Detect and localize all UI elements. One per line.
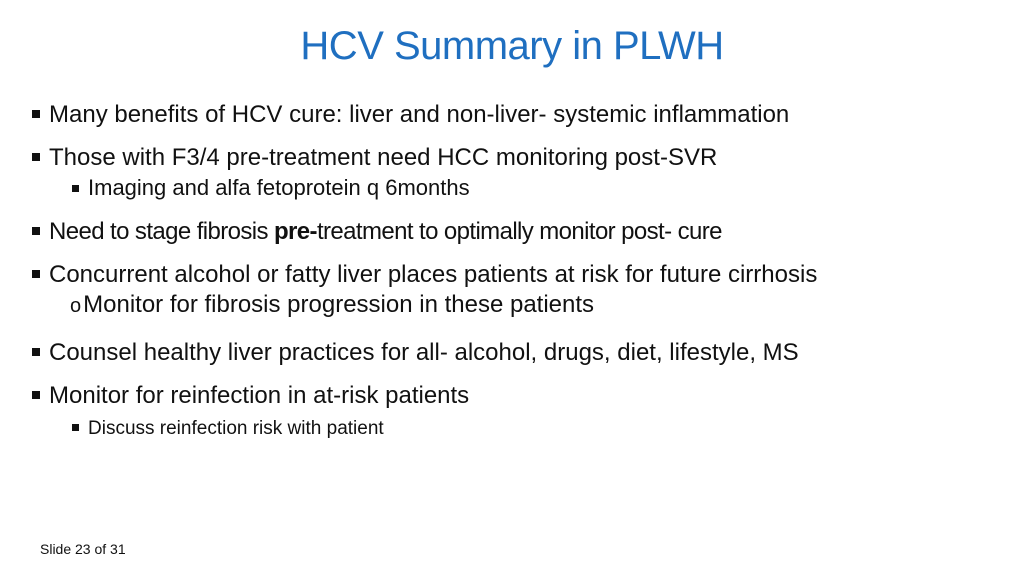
slide-number: Slide 23 of 31 — [40, 541, 126, 557]
square-bullet-icon — [72, 424, 79, 431]
bullet-item — [32, 213, 992, 256]
square-bullet-icon — [32, 348, 40, 356]
bullet-text: Counsel healthy liver practices for all- alcohol, drugs, diet, lifestyle, MS — [49, 339, 799, 366]
bullet-item — [32, 139, 992, 176]
square-bullet-icon — [32, 270, 40, 278]
square-bullet-icon — [32, 227, 40, 235]
sub-bullet-item — [72, 176, 992, 213]
square-bullet-icon — [32, 391, 40, 399]
square-bullet-icon — [32, 110, 40, 118]
bullet-text: Monitor for reinfection in at-risk patients — [49, 382, 470, 409]
bullet-text-end: treatment to optimally monitor post- cure — [316, 218, 722, 245]
bullet-text-start: Need to stage fibrosis — [49, 218, 274, 245]
bullet-item — [32, 377, 992, 414]
square-bullet-icon — [32, 153, 40, 161]
square-bullet-icon — [72, 185, 79, 192]
bullet-text: Those with F3/4 pre-treatment need HCC monitoring post-SVR — [49, 144, 718, 171]
bullet-list — [32, 96, 992, 446]
bullet-text: Concurrent alcohol or fatty liver places patients at risk for future cirrhosis — [49, 261, 818, 288]
sub-bullet-text: Monitor for fibrosis progression in these patients — [83, 291, 595, 318]
bullet-text: Many benefits of HCV cure: liver and non-liver- systemic inflammation — [49, 101, 790, 128]
sub-bullet-text: Imaging and alfa fetoprotein q 6months — [88, 175, 470, 200]
slide-title: HCV Summary in PLWH — [300, 24, 724, 68]
sub-bullet-text: Discuss reinfection risk with patient — [88, 418, 384, 439]
bullet-item — [32, 256, 992, 293]
bullet-text-bold: pre- — [274, 218, 317, 245]
bullet-text — [49, 213, 722, 251]
sub-bullet-item — [72, 414, 992, 446]
bullet-item — [32, 334, 992, 377]
circle-bullet-icon: o — [70, 295, 82, 317]
bullet-item — [32, 96, 992, 139]
sub-bullet-item — [70, 293, 992, 334]
